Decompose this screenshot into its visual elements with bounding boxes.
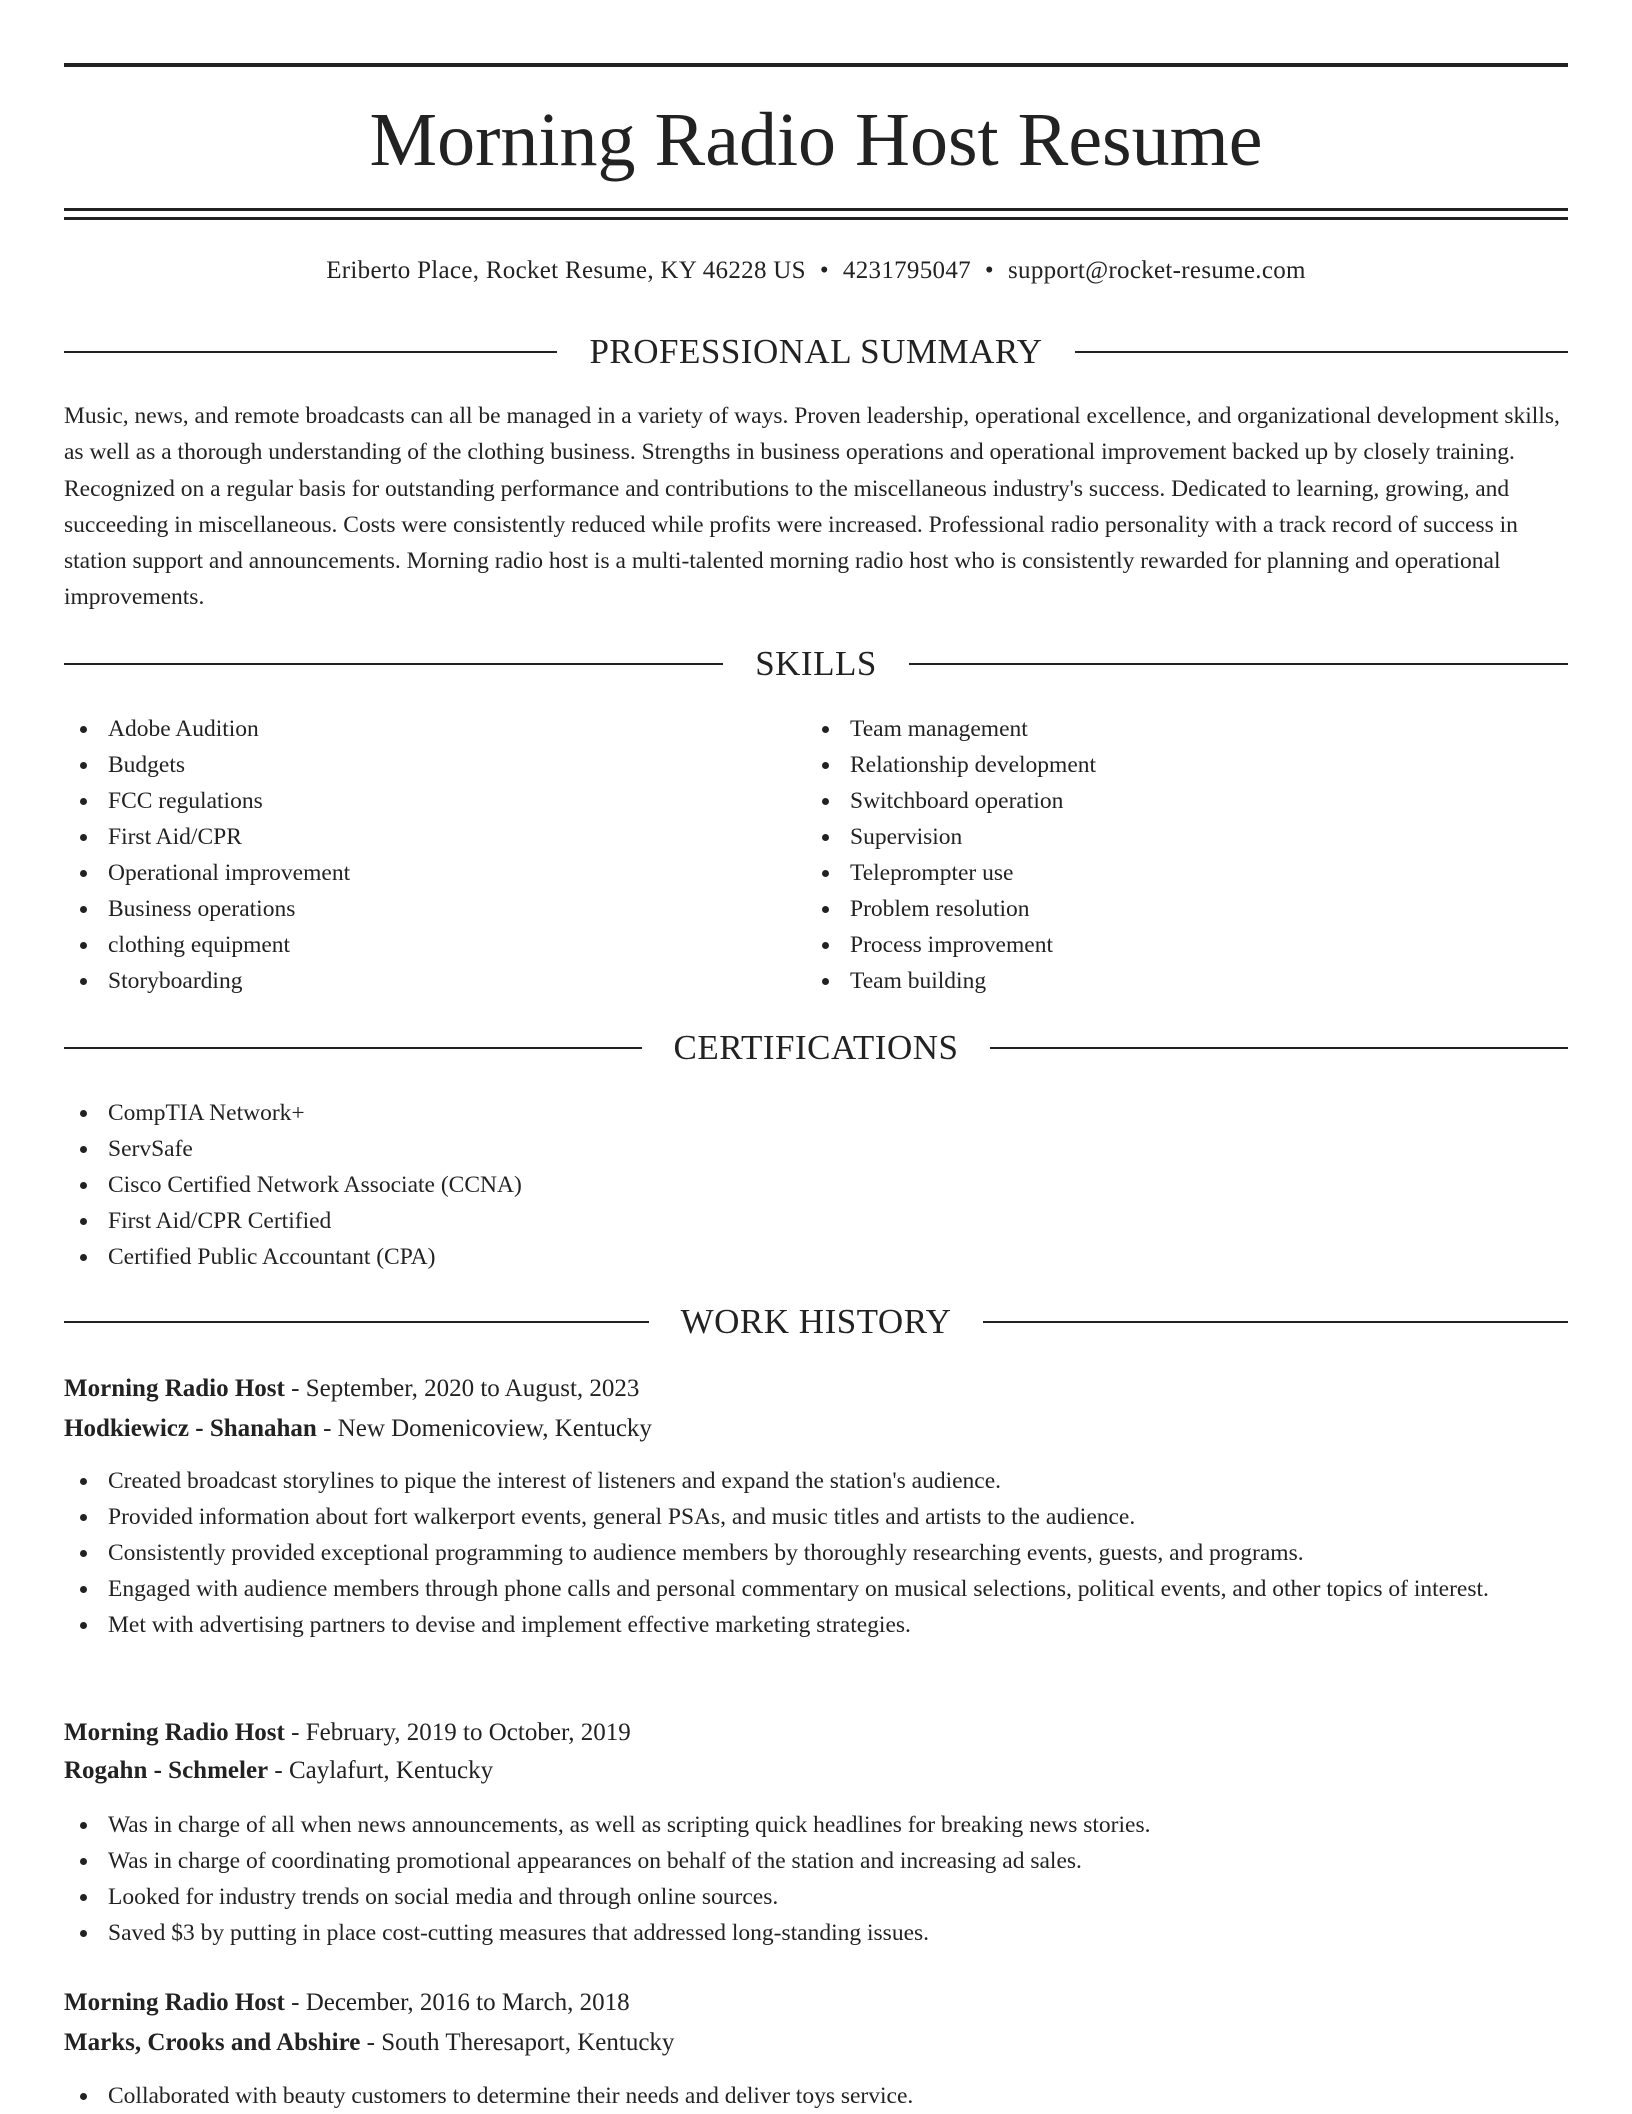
section-rule-left (64, 1047, 642, 1049)
skills-heading: SKILLS (755, 644, 877, 683)
skills-list-left (64, 711, 350, 999)
work-history-section-header (64, 1300, 1568, 1344)
job-location: South Theresaport, Kentucky (381, 2029, 675, 2056)
skill-item: Problem resolution (806, 891, 1096, 927)
section-rule-right (1075, 351, 1568, 353)
certifications-section-header (64, 1026, 1568, 1070)
job-bullets (64, 1463, 1568, 1643)
job-location: New Domenicoview, Kentucky (337, 1415, 652, 1442)
job-company-line (64, 1751, 1568, 1791)
certification-item: First Aid/CPR Certified (64, 1203, 522, 1239)
contact-line (64, 254, 1568, 288)
job-bullet: Consistently provided exceptional programming to audience members by thoroughly researching events, guests, and programs. (64, 1535, 1568, 1571)
skill-item: Supervision (806, 819, 1096, 855)
job-dash: - (284, 1989, 306, 2016)
section-rule-left (64, 663, 723, 665)
job-dash: - (360, 2029, 382, 2056)
skill-item: Business operations (64, 891, 350, 927)
skill-item: First Aid/CPR (64, 819, 350, 855)
contact-phone[interactable]: 4231795047 (842, 257, 971, 284)
job-company: Rogahn - Schmeler (64, 1757, 269, 1784)
skill-item: Team management (806, 711, 1096, 747)
top-rule (64, 63, 1568, 67)
contact-email[interactable]: support@rocket-resume.com (1007, 257, 1306, 284)
job-title: Morning Radio Host (64, 1719, 285, 1746)
contact-separator: • (819, 257, 829, 284)
job-bullet: Met with advertising partners to devise and implement effective marketing strategies. (64, 1607, 1568, 1643)
job-company-line (64, 2023, 1568, 2063)
job-dates: February, 2019 to October, 2019 (305, 1719, 631, 1746)
skill-item: Team building (806, 963, 1096, 999)
job-bullets (64, 1807, 1568, 1951)
job-dates: September, 2020 to August, 2023 (305, 1375, 640, 1402)
skill-item: FCC regulations (64, 783, 350, 819)
job-bullet: Provided information about fort walkerport events, general PSAs, and music titles and artists to the audience. (64, 1499, 1568, 1535)
contact-address: Eriberto Place, Rocket Resume, KY 46228 US (326, 257, 806, 284)
section-rule-right (990, 1047, 1568, 1049)
work-history-heading: WORK HISTORY (680, 1302, 952, 1341)
certification-item: CompTIA Network+ (64, 1095, 522, 1131)
certification-item: Certified Public Accountant (CPA) (64, 1239, 522, 1275)
job-bullet: Looked for industry trends on social media and through online sources. (64, 1879, 1568, 1915)
title-double-rule (64, 208, 1568, 220)
skills-section-header (64, 642, 1568, 686)
job-bullet: Was in charge of all when news announcements, as well as scripting quick headlines for breaking news stories. (64, 1807, 1568, 1843)
skills-list-right (806, 711, 1096, 999)
job-title: Morning Radio Host (64, 1375, 285, 1402)
contact-separator: • (984, 257, 994, 284)
certification-item: ServSafe (64, 1131, 522, 1167)
certification-item: Cisco Certified Network Associate (CCNA) (64, 1167, 522, 1203)
section-rule-right (983, 1321, 1568, 1323)
summary-heading: PROFESSIONAL SUMMARY (589, 332, 1043, 371)
skill-item: clothing equipment (64, 927, 350, 963)
certifications-heading: CERTIFICATIONS (673, 1028, 959, 1067)
section-rule-right (909, 663, 1568, 665)
skill-item: Budgets (64, 747, 350, 783)
job-dash: - (268, 1757, 289, 1784)
skill-item: Storyboarding (64, 963, 350, 999)
job-company-line (64, 1409, 1568, 1449)
certifications-list (64, 1095, 522, 1275)
job-bullet: Created broadcast storylines to pique the interest of listeners and expand the station's audience. (64, 1463, 1568, 1499)
job-title-line (64, 1369, 1568, 1409)
skill-item: Operational improvement (64, 855, 350, 891)
job-bullet: Was in charge of coordinating promotional appearances on behalf of the station and increasing ad sales. (64, 1843, 1568, 1879)
resume-title: Morning Radio Host Resume (369, 98, 1263, 182)
job-location: Caylafurt, Kentucky (288, 1757, 494, 1784)
skill-item: Teleprompter use (806, 855, 1096, 891)
section-rule-left (64, 351, 557, 353)
job-bullet: Engaged with audience members through phone calls and personal commentary on musical selections, political events, and other topics of interest. (64, 1571, 1568, 1607)
job-bullets (64, 2078, 1568, 2114)
job-title: Morning Radio Host (64, 1989, 285, 2016)
job-title-line (64, 1983, 1568, 2023)
job-company: Hodkiewicz - Shanahan (64, 1415, 317, 1442)
summary-section-header (64, 330, 1568, 374)
skill-item: Switchboard operation (806, 783, 1096, 819)
job-dash: - (316, 1415, 338, 1442)
section-rule-left (64, 1321, 649, 1323)
skill-item: Process improvement (806, 927, 1096, 963)
job-dash: - (284, 1719, 306, 1746)
job-title-line (64, 1713, 1568, 1753)
job-bullet: Saved $3 by putting in place cost-cutting measures that addressed long-standing issues. (64, 1915, 1568, 1951)
summary-text: Music, news, and remote broadcasts can all be managed in a variety of ways. Proven leadership, operational excellence, and organizational development skills, as well as a thorough understanding of the clothing business. Strengths in business operations and operational improvement backed up by closely training. Recognized on a regular basis for outstanding performance and contributions to the miscellaneous industry's success. Dedicated to learning, growing, and succeeding in miscellaneous. Costs were consistently reduced while profits were increased. Professional radio personality with a track record of success in station support and announcements. Morning radio host is a multi-talented morning radio host who is consistently rewarded for planning and operational improvements. (64, 403, 1560, 611)
skill-item: Relationship development (806, 747, 1096, 783)
skill-item: Adobe Audition (64, 711, 350, 747)
job-company: Marks, Crooks and Abshire (64, 2029, 361, 2056)
job-bullet: Collaborated with beauty customers to determine their needs and deliver toys service. (64, 2078, 1568, 2114)
job-dates: December, 2016 to March, 2018 (305, 1989, 630, 2016)
job-dash: - (284, 1375, 306, 1402)
